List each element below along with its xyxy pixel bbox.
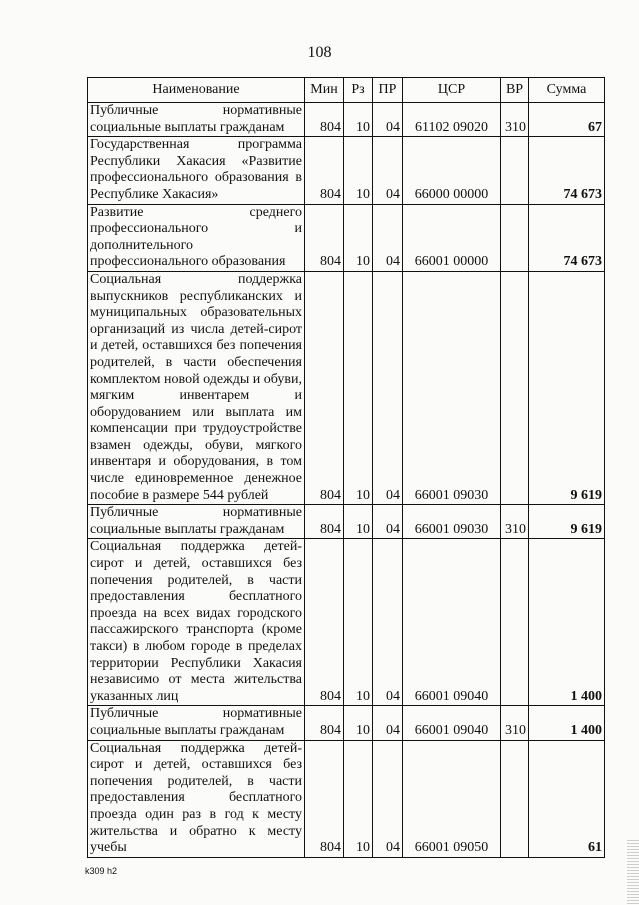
row-pr: 04 [373,137,403,204]
header-min: Мин [305,78,344,103]
table-row [88,103,605,137]
row-name: Социальная поддержка выпускников республиканских и муниципальных образовательных организаций из числа детей-сирот и детей, оставшихся без попечения родителей, в части обеспечения комплектом новой одежды и обуви, мягким инвентарем и оборудованием или выплата им компенсации при трудоустройстве взамен одежды, обуви, мягкого инвентаря и оборудования, в том числе единовременное денежное пособие в размере 544 рублей [88,271,305,504]
row-sum: 9 619 [529,271,605,504]
row-rz: 10 [344,137,373,204]
row-sum: 1 400 [529,706,605,740]
row-min: 804 [305,706,344,740]
row-min: 804 [305,103,344,137]
table-row [88,539,605,706]
row-sum: 67 [529,103,605,137]
row-min: 804 [305,740,344,857]
table-header [88,78,605,103]
row-vr: 310 [501,103,529,137]
header-pr: ПР [373,78,403,103]
row-rz: 10 [344,271,373,504]
row-vr [501,271,529,504]
row-name: Публичные нормативные социальные выплаты гражданам [88,505,305,539]
row-name: Социальная поддержка детей-сирот и детей, оставшихся без попечения родителей, в части предоставления бесплатного проезда на всех видах городского пассажирского транспорта (кроме такси) в любом городе в пределах территории Республики Хакасия независимо от места жительства указанных лиц [88,539,305,706]
row-pr: 04 [373,740,403,857]
scan-edge-artifact [627,840,639,905]
row-rz: 10 [344,740,373,857]
row-csr: 66001 09030 [403,271,501,504]
row-min: 804 [305,204,344,271]
row-rz: 10 [344,539,373,706]
header-csr: ЦСР [403,78,501,103]
row-name: Публичные нормативные социальные выплаты гражданам [88,103,305,137]
row-sum: 74 673 [529,137,605,204]
header-name: Наименование [88,78,305,103]
header-row [88,78,605,103]
table-body [88,103,605,858]
footer-code: k309 h2 [85,866,118,876]
row-rz: 10 [344,103,373,137]
header-vr: ВР [501,78,529,103]
row-vr [501,204,529,271]
table-row [88,204,605,271]
row-min: 804 [305,539,344,706]
row-sum: 74 673 [529,204,605,271]
row-min: 804 [305,137,344,204]
row-rz: 10 [344,706,373,740]
table-row [88,740,605,857]
row-vr [501,740,529,857]
row-rz: 10 [344,505,373,539]
page-number: 108 [307,44,332,61]
row-pr: 04 [373,706,403,740]
header-sum: Сумма [529,78,605,103]
row-rz: 10 [344,204,373,271]
table-row [88,706,605,740]
row-name: Социальная поддержка детей-сирот и детей, оставшихся без попечения родителей, в части предоставления бесплатного проезда один раз в год к месту жительства и обратно к месту учебы [88,740,305,857]
row-min: 804 [305,505,344,539]
row-pr: 04 [373,204,403,271]
budget-table [87,77,605,858]
row-csr: 66001 09030 [403,505,501,539]
row-csr: 66000 00000 [403,137,501,204]
row-csr: 66001 09040 [403,539,501,706]
row-name: Публичные нормативные социальные выплаты гражданам [88,706,305,740]
row-pr: 04 [373,505,403,539]
table-row [88,137,605,204]
row-sum: 61 [529,740,605,857]
row-vr [501,137,529,204]
row-name: Государственная программа Республики Хакасия «Развитие профессионального образования в Республике Хакасия» [88,137,305,204]
row-min: 804 [305,271,344,504]
table-row [88,271,605,504]
row-vr: 310 [501,706,529,740]
row-pr: 04 [373,103,403,137]
row-sum: 9 619 [529,505,605,539]
row-csr: 61102 09020 [403,103,501,137]
row-vr: 310 [501,505,529,539]
table-row [88,505,605,539]
row-pr: 04 [373,271,403,504]
row-sum: 1 400 [529,539,605,706]
row-vr [501,539,529,706]
row-csr: 66001 09050 [403,740,501,857]
row-csr: 66001 00000 [403,204,501,271]
header-rz: Рз [344,78,373,103]
row-csr: 66001 09040 [403,706,501,740]
row-name: Развитие среднего профессионального и дополнительного профессионального образования [88,204,305,271]
row-pr: 04 [373,539,403,706]
